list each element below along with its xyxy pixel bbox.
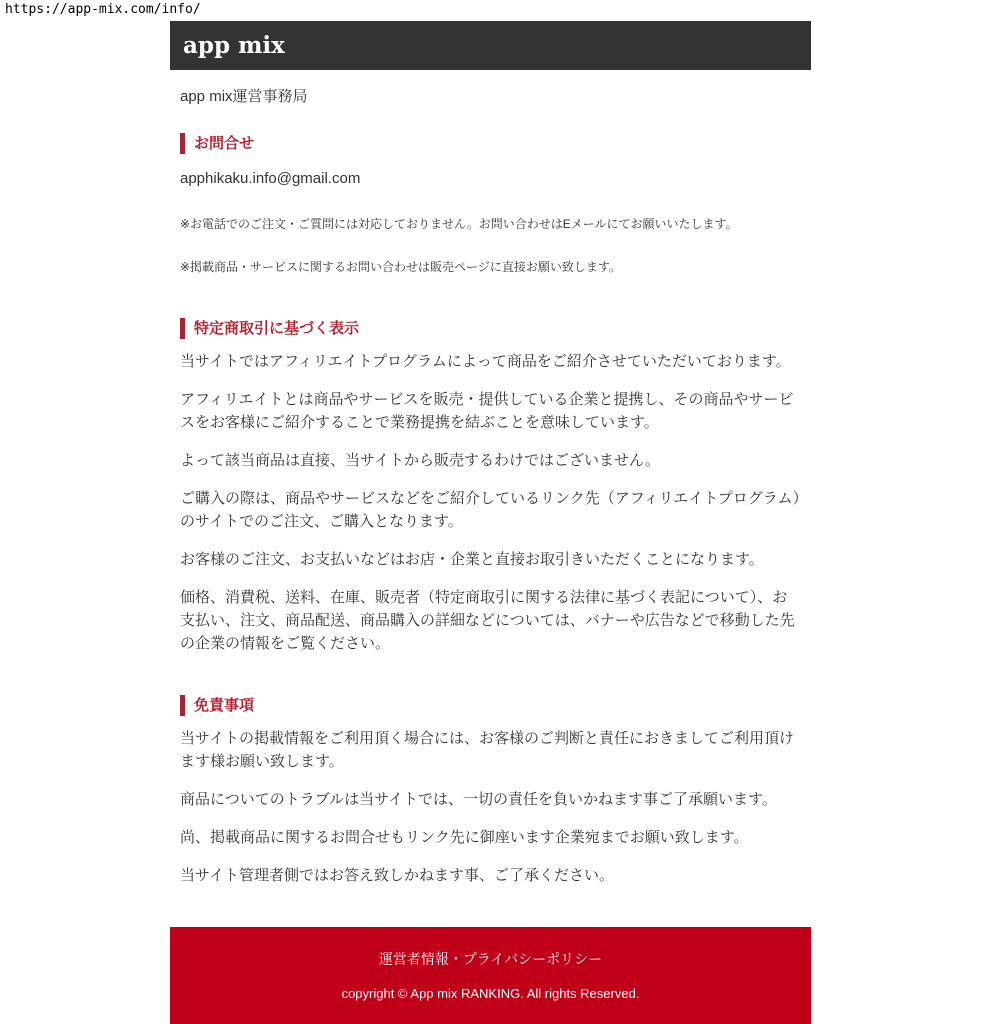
- contact-note-phone: ※お電話でのご注文・ご質問には対応しておりません。お問い合わせはEメールにてお願いいたします。: [180, 217, 738, 231]
- site-header: [170, 21, 811, 70]
- operator-name: app mix運営事務局: [180, 88, 308, 105]
- disclaimer-paragraph: 尚、掲載商品に関するお問合せもリンク先に御座います企業宛までお願い致します。: [180, 829, 749, 846]
- disclaimer-paragraph: 当サイトの掲載情報をご利用頂く場合には、お客様のご判断と責任におきましてご利用頂けます様お願い致します。: [180, 730, 794, 770]
- legal-paragraph: 価格、消費税、送料、在庫、販売者（特定商取引に関する法律に基づく表記について）、お支払い、注文、商品配送、商品購入の詳細などについては、バナーや広告などで移動した先の企業の情報をご覧ください。: [180, 589, 795, 652]
- page-url: https://app-mix.com/info/: [5, 2, 201, 17]
- legal-paragraph: よって該当商品は直接、当サイトから販売するわけではございません。: [180, 452, 660, 469]
- footer-copyright: copyright © App mix RANKING. All rights Reserved.: [341, 986, 640, 1001]
- legal-section-heading: 特定商取引に基づく表示: [180, 318, 801, 339]
- disclaimer-paragraph: 当サイト管理者側ではお答え致しかねます事、ご了承ください。: [180, 867, 614, 884]
- legal-paragraph: ご購入の際は、商品やサービスなどをご紹介しているリンク先（アフィリエイトプログラム）のサイトでのご注文、ご購入となります。: [180, 490, 801, 530]
- legal-paragraph: 当サイトではアフィリエイトプログラムによって商品をご紹介させていただいております。: [180, 353, 791, 370]
- disclaimer-section-heading: 免責事項: [180, 695, 801, 716]
- contact-email: apphikaku.info@gmail.com: [180, 170, 361, 187]
- site-title-link[interactable]: app mix: [183, 32, 285, 59]
- contact-note-products: ※掲載商品・サービスに関するお問い合わせは販売ページに直接お願い致します。: [180, 260, 621, 274]
- disclaimer-paragraph: 商品についてのトラブルは当サイトでは、一切の責任を負いかねます事ご了承願います。: [180, 791, 777, 808]
- page-container: [170, 21, 811, 1024]
- legal-paragraph: お客様のご注文、お支払いなどはお店・企業と直接お取引きいただくことになります。: [180, 551, 764, 568]
- footer-privacy-link[interactable]: 運営者情報・プライバシーポリシー: [378, 951, 603, 967]
- site-footer: [170, 927, 811, 1024]
- legal-paragraph: アフィリエイトとは商品やサービスを販売・提供している企業と提携し、その商品やサービスをお客様にご紹介することで業務提携を結ぶことを意味しています。: [180, 391, 794, 431]
- main-content: [170, 85, 811, 887]
- contact-section-heading: お問合せ: [180, 133, 801, 154]
